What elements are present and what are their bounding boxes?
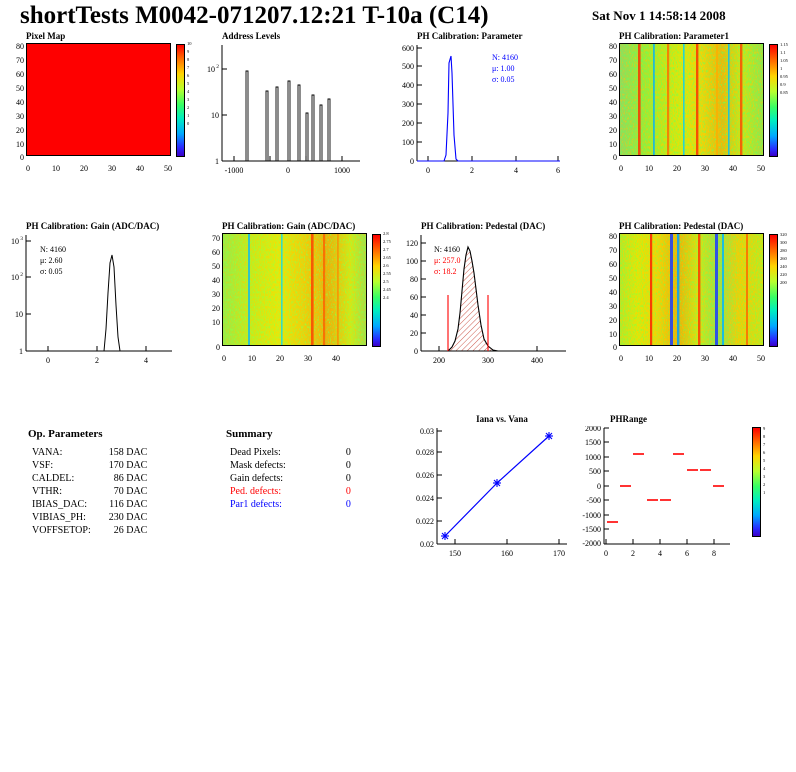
svg-text:-500: -500 [586,496,601,505]
pixel-map-colorbar-labels: 10 9 8 7 6 5 4 3 2 1 0 [187,41,192,126]
svg-text:80: 80 [410,275,418,284]
pixel-map-xaxis [26,159,201,181]
svg-text:0: 0 [20,153,24,161]
svg-text:6: 6 [685,549,689,558]
phrange-colorbar-labels: 9 8 7 6 5 4 3 2 1 [763,426,766,495]
svg-text:100: 100 [406,257,418,266]
svg-text:-1000: -1000 [224,166,244,175]
svg-text:30: 30 [212,290,220,299]
panel-title: PHRange [610,414,647,424]
svg-text:50: 50 [212,262,220,271]
op-parameters-heading: Op. Parameters [28,428,103,440]
panel-title: PH Calibration: Gain (ADC/DAC) [222,221,356,231]
svg-text:8: 8 [712,549,716,558]
svg-text:-2000: -2000 [582,539,601,548]
svg-text:500: 500 [589,467,601,476]
panel-summary [226,428,351,511]
panel-ph-cal-parameter1-map [609,31,788,173]
panel-pedestal-hist [406,221,546,365]
svg-text:70: 70 [212,234,220,243]
gain-colorbar-labels: 2.8 2.75 2.7 2.65 2.6 2.55 2.5 2.45 2.4 [383,231,391,300]
pixel-map-yaxis [4,43,28,161]
parameter1-xaxis [619,159,794,181]
panel-title: PH Calibration: Pedestal (DAC) [619,221,744,231]
svg-text:10: 10 [212,318,220,327]
svg-text:0: 0 [597,482,601,491]
pedestal-colorbar-labels: 320 300 280 260 240 220 200 [780,232,787,285]
ph-cal-parameter-plot [390,43,562,183]
svg-text:2: 2 [95,356,99,365]
svg-text:30: 30 [16,112,24,121]
svg-text:70: 70 [609,246,617,255]
panel-op-parameters [28,428,147,537]
svg-text:30: 30 [609,112,617,121]
op-parameters-table [32,446,147,537]
svg-text:60: 60 [609,70,617,79]
parameter1-heatmap [619,43,764,156]
parameter1-yaxis [597,43,621,161]
svg-text:0: 0 [46,356,50,365]
table-row: VANA: 158 DAC [32,447,148,458]
svg-text:500: 500 [402,62,414,71]
pedestal-heatmap [619,233,764,346]
svg-text:1000: 1000 [334,166,350,175]
svg-text:20: 20 [673,354,681,363]
svg-text:20: 20 [609,316,617,325]
table-row: Ped. defects: 0 [230,486,351,497]
stat-n: N: 4160 [40,245,66,254]
stat-sigma: σ: 0.05 [40,267,63,276]
panel-title: PH Calibration: Parameter1 [619,31,729,41]
panel-phrange [582,414,766,558]
svg-text:120: 120 [406,239,418,248]
svg-text:300: 300 [402,100,414,109]
table-row: Dead Pixels: 0 [230,447,351,458]
pedestal-map-yaxis [597,233,621,351]
phrange-colorbar [752,427,761,537]
svg-text:400: 400 [402,81,414,90]
gain-hist-plot [4,233,176,373]
svg-text:20: 20 [80,164,88,173]
pixel-map-colorbar [176,44,185,157]
iana-vana-plot [412,426,572,566]
svg-text:1: 1 [19,347,23,356]
timestamp: Sat Nov 1 14:58:14 2008 [592,8,726,23]
svg-text:2: 2 [631,549,635,558]
svg-text:30: 30 [609,302,617,311]
svg-text:6: 6 [556,166,560,175]
svg-text:20: 20 [410,329,418,338]
svg-text:0.02: 0.02 [420,540,434,549]
panel-title: Pixel Map [26,31,66,41]
svg-text:150: 150 [449,549,461,558]
svg-text:100: 100 [402,138,414,147]
svg-text:2000: 2000 [585,426,601,433]
stat-sigma: σ: 0.05 [492,75,515,84]
svg-text:50: 50 [609,84,617,93]
panel-address-levels [207,31,350,175]
svg-text:0: 0 [216,343,220,351]
svg-text:0.028: 0.028 [416,448,434,457]
stat-mu: μ: 2.60 [40,256,63,265]
svg-text:0: 0 [414,347,418,356]
svg-text:70: 70 [609,56,617,65]
gain-colorbar [372,234,381,347]
table-row: IBIAS_DAC: 116 DAC [32,499,148,510]
panel-ph-cal-parameter [402,31,560,175]
svg-text:40: 40 [410,311,418,320]
svg-text:4: 4 [658,549,662,558]
svg-text:10: 10 [609,140,617,149]
table-row: Par1 defects: 0 [230,499,351,510]
gain-heatmap [222,233,367,346]
stat-n: N: 4160 [434,245,460,254]
svg-text:10: 10 [248,354,256,363]
svg-text:0.024: 0.024 [416,494,434,503]
pedestal-map-xaxis [619,349,794,371]
svg-text:10: 10 [211,111,219,120]
svg-text:2: 2 [20,272,23,278]
stat-mu: μ: 1.00 [492,64,515,73]
panel-title: Address Levels [222,31,281,41]
pedestal-colorbar [769,234,778,347]
svg-text:0: 0 [222,354,226,363]
svg-text:10: 10 [645,354,653,363]
svg-text:0: 0 [619,164,623,173]
svg-text:40: 40 [212,276,220,285]
address-levels-plot [194,43,362,183]
panel-title: PH Calibration: Parameter [417,31,523,41]
pedestal-hist-plot [398,233,570,373]
svg-text:80: 80 [609,43,617,51]
panel-title: Iana vs. Vana [476,414,528,424]
svg-text:0: 0 [619,354,623,363]
svg-text:40: 40 [729,164,737,173]
svg-text:400: 400 [531,356,543,365]
table-row: VSF: 170 DAC [32,460,148,471]
svg-text:60: 60 [16,70,24,79]
stat-n: N: 4160 [492,53,518,62]
svg-text:0.026: 0.026 [416,471,434,480]
svg-text:30: 30 [304,354,312,363]
parameter1-colorbar-labels: 1.15 1.1 1.05 1 0.95 0.9 0.85 [780,42,788,95]
table-row: VOFFSETOP: 26 DAC [32,525,148,536]
summary-heading: Summary [226,428,273,440]
svg-text:600: 600 [402,44,414,53]
summary-table [230,446,351,511]
gain-map-yaxis [200,233,224,351]
panel-gain-map [212,221,391,363]
panel-gain-hist [11,221,160,365]
svg-text:4: 4 [144,356,148,365]
gain-map-xaxis [222,349,397,371]
svg-text:0: 0 [286,166,290,175]
svg-text:20: 20 [673,164,681,173]
svg-text:20: 20 [609,126,617,135]
svg-text:20: 20 [276,354,284,363]
svg-text:200: 200 [402,119,414,128]
svg-text:40: 40 [609,288,617,297]
svg-text:3: 3 [20,236,23,242]
svg-text:70: 70 [16,56,24,65]
svg-text:0: 0 [604,549,608,558]
svg-text:300: 300 [482,356,494,365]
table-row: VTHR: 70 DAC [32,486,148,497]
svg-text:50: 50 [757,354,765,363]
panel-title: PH Calibration: Gain (ADC/DAC) [26,221,160,231]
svg-text:2: 2 [470,166,474,175]
stat-sigma: σ: 18.2 [434,267,457,276]
svg-text:50: 50 [609,274,617,283]
svg-text:200: 200 [433,356,445,365]
svg-text:40: 40 [332,354,340,363]
svg-text:60: 60 [212,248,220,257]
parameter1-colorbar [769,44,778,157]
panel-title: PH Calibration: Pedestal (DAC) [421,221,546,231]
svg-text:80: 80 [609,233,617,241]
svg-text:50: 50 [757,164,765,173]
panel-pedestal-map [609,221,787,363]
svg-text:20: 20 [16,126,24,135]
table-row: CALDEL: 86 DAC [32,473,148,484]
svg-text:30: 30 [701,164,709,173]
svg-text:10: 10 [609,330,617,339]
svg-text:10: 10 [15,310,23,319]
svg-text:160: 160 [501,549,513,558]
pixel-map-plot [26,43,171,156]
svg-text:0: 0 [613,153,617,161]
phrange-plot [580,426,745,566]
svg-text:0.03: 0.03 [420,427,434,436]
svg-text:10: 10 [16,140,24,149]
svg-text:30: 30 [701,354,709,363]
svg-text:10: 10 [11,237,19,246]
svg-text:80: 80 [16,43,24,51]
svg-text:10: 10 [11,273,19,282]
svg-text:-1500: -1500 [582,525,601,534]
svg-text:4: 4 [514,166,518,175]
svg-text:50: 50 [16,84,24,93]
svg-text:2: 2 [216,64,219,70]
svg-text:10: 10 [207,65,215,74]
svg-text:0: 0 [410,157,414,166]
svg-text:1500: 1500 [585,438,601,447]
svg-text:60: 60 [609,260,617,269]
svg-text:0: 0 [426,166,430,175]
svg-text:50: 50 [164,164,172,173]
table-row: Mask defects: 0 [230,460,351,471]
svg-text:10: 10 [645,164,653,173]
svg-text:0.022: 0.022 [416,517,434,526]
panel-pixel-map [16,31,192,173]
stat-mu: μ: 257.0 [434,256,461,265]
svg-text:170: 170 [553,549,565,558]
svg-text:60: 60 [410,293,418,302]
svg-text:40: 40 [136,164,144,173]
svg-text:40: 40 [609,98,617,107]
svg-text:0: 0 [613,343,617,351]
svg-text:30: 30 [108,164,116,173]
svg-text:10: 10 [52,164,60,173]
table-row: Gain defects: 0 [230,473,351,484]
panel-iana-vana [416,414,567,558]
svg-text:20: 20 [212,304,220,313]
svg-text:40: 40 [16,98,24,107]
table-row: VIBIAS_PH: 230 DAC [32,512,148,523]
svg-text:-1000: -1000 [582,511,601,520]
page-title: shortTests M0042-071207.12:21 T-10a (C14) [20,2,489,29]
svg-text:1000: 1000 [585,453,601,462]
svg-text:40: 40 [729,354,737,363]
svg-text:0: 0 [26,164,30,173]
svg-text:1: 1 [215,157,219,166]
